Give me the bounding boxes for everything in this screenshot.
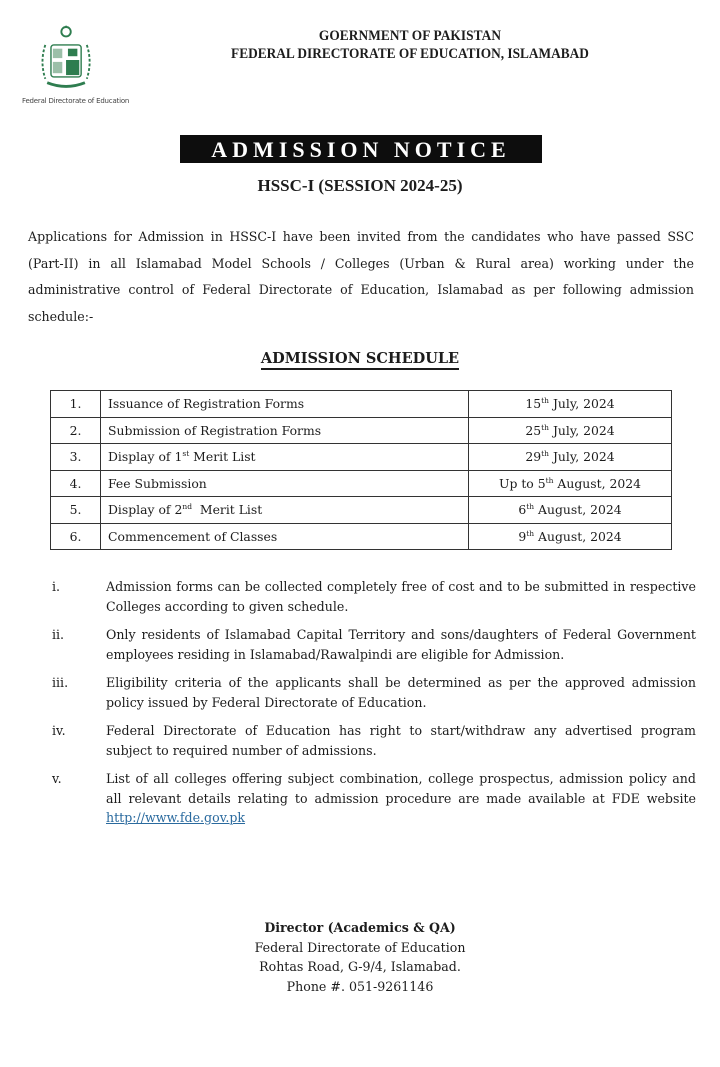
schedule-row — [51, 497, 672, 524]
signatory-title: Director (Academics & QA) — [264, 920, 456, 935]
date-rest: July, 2024 — [549, 396, 615, 412]
date-rest: July, 2024 — [549, 449, 615, 465]
date-ordinal: th — [541, 396, 549, 406]
date-rest: August, 2024 — [553, 475, 641, 491]
row-number: 3. — [51, 444, 101, 471]
signatory-address: Rohtas Road, G-9/4, Islamabad. — [259, 959, 461, 974]
instruction-text-wrap — [106, 673, 696, 712]
activity-tail: Merit List — [189, 449, 256, 465]
row-activity — [101, 417, 469, 444]
schedule-row — [51, 391, 672, 418]
schedule-row — [51, 417, 672, 444]
date-day: 29 — [525, 449, 542, 465]
row-number: 4. — [51, 470, 101, 497]
government-emblem — [22, 24, 130, 110]
admission-schedule-table — [50, 390, 672, 550]
intro-paragraph: Applications for Admission in HSSC-I have been invited from the candidates who have passed SSC (Part-II) in all Islamabad Model Schools / Colleges (Urban & Rural area) working under the administrative control of Federal Directorate of Education, Islamabad as per following admission schedule:- — [28, 229, 694, 324]
row-number: 2. — [51, 417, 101, 444]
date-day: Up to 5 — [499, 475, 546, 491]
activity-text: Issuance of Registration Forms — [108, 396, 305, 412]
instruction-text-wrap — [106, 721, 696, 760]
header-government: GOERNMENT OF PAKISTAN — [318, 28, 502, 44]
instruction-number: ii. — [52, 627, 65, 642]
activity-ordinal: nd — [182, 502, 192, 512]
row-date — [469, 523, 672, 550]
date-rest: August, 2024 — [534, 502, 622, 518]
fde-website-link[interactable]: http://www.fde.gov.pk — [106, 810, 246, 825]
activity-ordinal: st — [182, 449, 190, 459]
instruction-number: i. — [52, 579, 61, 594]
instruction-item — [52, 577, 696, 616]
date-ordinal: th — [541, 422, 549, 432]
instructions-list — [52, 577, 696, 837]
signatory-phone: Phone #. 051-9261146 — [286, 978, 434, 994]
signatory-org: Federal Directorate of Education — [254, 939, 466, 955]
schedule-row — [51, 470, 672, 497]
instruction-item — [52, 673, 696, 712]
row-date — [469, 444, 672, 471]
row-activity — [101, 523, 469, 550]
date-ordinal: th — [526, 502, 535, 512]
activity-text: Commencement of Classes — [108, 528, 278, 544]
instruction-item — [52, 769, 696, 828]
letterhead — [150, 27, 670, 63]
row-activity — [101, 497, 469, 524]
row-number: 6. — [51, 523, 101, 550]
schedule-heading-wrap — [0, 350, 720, 368]
schedule-heading: ADMISSION SCHEDULE — [261, 350, 459, 370]
date-day: 6 — [518, 502, 527, 518]
date-ordinal: th — [541, 449, 549, 459]
instruction-item — [52, 721, 696, 760]
date-day: 9 — [518, 528, 527, 544]
row-number: 1. — [51, 391, 101, 418]
row-date — [469, 391, 672, 418]
row-activity — [101, 444, 469, 471]
header-directorate: FEDERAL DIRECTORATE OF EDUCATION, ISLAMABAD — [231, 46, 589, 62]
instruction-number: iii. — [52, 675, 69, 690]
activity-text: Display of 1 — [108, 449, 183, 465]
row-date — [469, 470, 672, 497]
row-activity — [101, 391, 469, 418]
row-activity — [101, 470, 469, 497]
notice-title: ADMISSION NOTICE — [180, 135, 542, 163]
instruction-text: List of all colleges offering subject combination, college prospectus, admission policy and all relevant details relating to admission procedure are made available at FDE website — [106, 771, 696, 806]
instruction-item — [52, 625, 696, 664]
activity-text: Fee Submission — [108, 475, 207, 491]
instruction-text: Only residents of Islamabad Capital Territory and sons/daughters of Federal Government employees residing in Islamabad/Rawalpindi are eligible for Admission. — [106, 627, 696, 662]
instruction-text: Admission forms can be collected completely free of cost and to be submitted in respective Colleges according to given schedule. — [106, 579, 696, 614]
session-heading: HSSC-I (SESSION 2024-25) — [257, 176, 463, 195]
date-day: 15 — [525, 396, 542, 412]
instruction-number: iv. — [52, 723, 66, 738]
date-rest: July, 2024 — [549, 422, 615, 438]
date-rest: August, 2024 — [534, 528, 622, 544]
date-day: 25 — [525, 422, 542, 438]
emblem-icon — [34, 24, 100, 96]
instruction-number: v. — [52, 771, 62, 786]
date-ordinal: th — [526, 528, 535, 538]
schedule-row — [51, 444, 672, 471]
instruction-text: Eligibility criteria of the applicants shall be determined as per the approved admission policy issued by Federal Directorate of Education. — [106, 675, 696, 710]
instruction-text-wrap — [106, 625, 696, 664]
instruction-text-wrap — [106, 577, 696, 616]
activity-tail: Merit List — [192, 502, 263, 518]
emblem-caption: Federal Directorate of Education — [22, 97, 130, 105]
instruction-text-wrap — [106, 769, 696, 828]
schedule-row — [51, 523, 672, 550]
instruction-text: Federal Directorate of Education has right to start/withdraw any advertised program subject to required number of admissions. — [106, 723, 696, 758]
row-date — [469, 417, 672, 444]
row-number: 5. — [51, 497, 101, 524]
activity-text: Submission of Registration Forms — [108, 422, 322, 438]
activity-text: Display of 2 — [108, 502, 183, 518]
signature-block — [0, 918, 720, 996]
date-ordinal: th — [545, 475, 554, 485]
row-date — [469, 497, 672, 524]
